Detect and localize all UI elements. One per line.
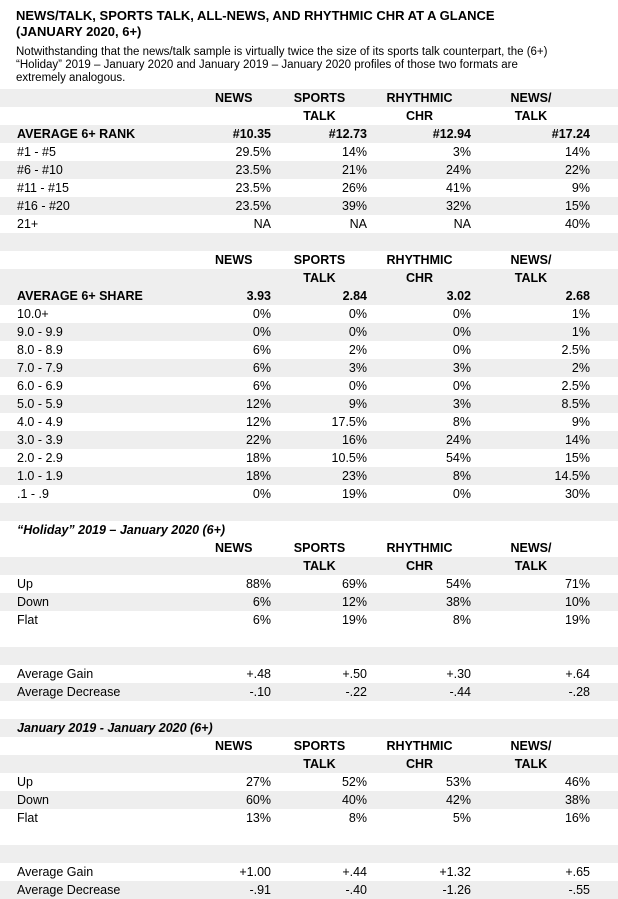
spacer-row — [0, 629, 618, 647]
table-row — [0, 431, 618, 449]
row-label: 10.0+ — [17, 307, 49, 321]
cell-value: CHR — [368, 269, 472, 287]
cell-value: +.65 — [565, 865, 590, 879]
cell-value: 32% — [368, 197, 472, 215]
table-row — [0, 323, 618, 341]
row-label — [0, 845, 199, 863]
table-row — [0, 665, 618, 683]
row-label: 4.0 - 4.9 — [17, 415, 63, 429]
cell-value: 2% — [348, 343, 367, 357]
cell-value: 0% — [252, 307, 271, 321]
table-row — [0, 683, 618, 701]
cell-value: 3% — [368, 395, 472, 413]
cell-value: 52% — [341, 775, 367, 789]
cell-value: NEWS/ — [510, 541, 552, 555]
cell-value: 30% — [564, 487, 590, 501]
cell-value: +.48 — [246, 667, 271, 681]
cell-value: 0% — [272, 323, 368, 341]
cell-value: 19% — [341, 613, 367, 627]
cell-value: 10.5% — [331, 451, 367, 465]
cell-value — [472, 521, 618, 539]
cell-value — [472, 647, 618, 665]
cell-value: NEWS/ — [472, 89, 618, 107]
row-label — [0, 755, 199, 773]
cell-value — [272, 629, 368, 647]
cell-value — [368, 845, 472, 863]
cell-value — [199, 107, 272, 125]
cell-value: -.91 — [199, 881, 272, 899]
table-row — [0, 467, 618, 485]
cell-value: 12% — [245, 415, 271, 429]
table-row — [0, 305, 618, 323]
column-header-row — [0, 251, 618, 269]
cell-value: NEWS — [199, 89, 272, 107]
cell-value: 2.84 — [272, 287, 368, 305]
cell-value — [199, 647, 272, 665]
cell-value: SPORTS — [293, 739, 346, 753]
cell-value: 46% — [564, 775, 590, 789]
cell-value: 2.68 — [472, 287, 618, 305]
column-header-row — [0, 539, 618, 557]
cell-value — [368, 701, 472, 719]
cell-value — [272, 845, 368, 863]
cell-value: 40% — [272, 791, 368, 809]
cell-value: 26% — [341, 181, 367, 195]
cell-value: 22% — [472, 161, 618, 179]
row-label: 3.0 - 3.9 — [0, 431, 199, 449]
column-header-row — [0, 107, 618, 125]
row-label — [0, 269, 199, 287]
column-header-row — [0, 755, 618, 773]
cell-value — [272, 521, 368, 539]
spacer-row — [0, 647, 618, 665]
cell-value: 12% — [272, 593, 368, 611]
cell-value: 6% — [199, 359, 272, 377]
row-label: Average Gain — [17, 667, 94, 681]
column-header-row — [0, 89, 618, 107]
cell-value — [472, 503, 618, 521]
cell-value: RHYTHMIC — [386, 541, 453, 555]
row-label — [0, 557, 199, 575]
cell-value — [199, 827, 272, 845]
cell-value — [472, 233, 618, 251]
row-label: 7.0 - 7.9 — [0, 359, 199, 377]
cell-value: 6% — [252, 343, 271, 357]
table-row — [0, 485, 618, 503]
cell-value: +.64 — [565, 667, 590, 681]
row-label: Flat — [17, 811, 38, 825]
cell-value: 54% — [445, 451, 471, 465]
row-label: 1.0 - 1.9 — [0, 467, 199, 485]
cell-value: 21% — [272, 161, 368, 179]
row-label — [0, 539, 199, 557]
cell-value: 23% — [272, 467, 368, 485]
row-label — [0, 251, 199, 269]
row-label: 9.0 - 9.9 — [0, 323, 199, 341]
table-row — [0, 881, 618, 899]
cell-value: 38% — [472, 791, 618, 809]
cell-value: +1.32 — [439, 865, 471, 879]
cell-value — [368, 719, 472, 737]
cell-value: +.30 — [446, 667, 471, 681]
table-row — [0, 395, 618, 413]
cell-value — [272, 719, 368, 737]
row-label — [0, 701, 199, 719]
row-label: “Holiday” 2019 – January 2020 (6+) — [17, 523, 226, 537]
cell-value: TALK — [303, 109, 336, 123]
cell-value: 8% — [368, 467, 472, 485]
cell-value: +1.00 — [239, 865, 271, 879]
table-row — [0, 791, 618, 809]
row-label: 6.0 - 6.9 — [17, 379, 63, 393]
cell-value: RHYTHMIC — [386, 739, 453, 753]
cell-value: 8% — [348, 811, 367, 825]
row-label: 2.0 - 2.9 — [17, 451, 63, 465]
row-label: #16 - #20 — [0, 197, 199, 215]
section-heading-row — [0, 719, 618, 737]
cell-value — [272, 503, 368, 521]
row-label: Average Decrease — [0, 881, 199, 899]
table-row — [0, 773, 618, 791]
row-label: #11 - #15 — [17, 181, 69, 195]
cell-value — [272, 233, 368, 251]
cell-value: TALK — [272, 269, 368, 287]
spacer-row — [0, 827, 618, 845]
cell-value: 71% — [564, 577, 590, 591]
cell-value: 0% — [368, 323, 472, 341]
cell-value: 9% — [272, 395, 368, 413]
cell-value: 6% — [199, 593, 272, 611]
cell-value: 9% — [571, 415, 590, 429]
cell-value: 8% — [452, 613, 471, 627]
table-row — [0, 161, 618, 179]
cell-value: TALK — [472, 269, 618, 287]
cell-value: 23.5% — [199, 161, 272, 179]
cell-value — [472, 845, 618, 863]
spacer-row — [0, 503, 618, 521]
table-row — [0, 341, 618, 359]
cell-value: 0% — [348, 379, 367, 393]
row-label — [0, 629, 199, 647]
cell-value: NA — [349, 217, 367, 231]
cell-value: SPORTS — [272, 89, 368, 107]
row-label: AVERAGE 6+ RANK — [0, 125, 199, 143]
cell-value: 1% — [472, 323, 618, 341]
row-label: Up — [17, 577, 33, 591]
cell-value — [199, 845, 272, 863]
cell-value: -.55 — [472, 881, 618, 899]
row-label — [0, 503, 199, 521]
cell-value: 14% — [472, 431, 618, 449]
cell-value: SPORTS — [293, 541, 346, 555]
cell-value: 40% — [564, 217, 590, 231]
cell-value: 8.5% — [472, 395, 618, 413]
cell-value: CHR — [368, 755, 472, 773]
table-row — [0, 809, 618, 827]
cell-value — [199, 701, 272, 719]
row-label — [0, 233, 199, 251]
row-label: 8.0 - 8.9 — [17, 343, 63, 357]
cell-value: SPORTS — [293, 253, 346, 267]
cell-value: CHR — [405, 109, 434, 123]
cell-value: 39% — [272, 197, 368, 215]
cell-value: TALK — [272, 557, 368, 575]
cell-value — [472, 719, 618, 737]
cell-value: 29.5% — [235, 145, 271, 159]
cell-value: #12.94 — [368, 125, 472, 143]
table-row — [0, 593, 618, 611]
section-heading-row — [0, 521, 618, 539]
cell-value: 15% — [472, 197, 618, 215]
cell-value: RHYTHMIC — [386, 253, 453, 267]
cell-value: 60% — [199, 791, 272, 809]
cell-value — [368, 827, 472, 845]
cell-value — [272, 701, 368, 719]
cell-value: NEWS — [215, 541, 253, 555]
cell-value: 0% — [348, 307, 367, 321]
spacer-row — [0, 233, 618, 251]
row-label: #6 - #10 — [0, 161, 199, 179]
cell-value: TALK — [514, 109, 548, 123]
cell-value: -.28 — [472, 683, 618, 701]
cell-value: CHR — [368, 557, 472, 575]
cell-value: 0% — [252, 487, 271, 501]
row-label: January 2019 - January 2020 (6+) — [0, 719, 199, 737]
cell-value: TALK — [472, 755, 618, 773]
row-label: Flat — [17, 613, 38, 627]
cell-value: -.22 — [272, 683, 368, 701]
cell-value: 13% — [245, 811, 271, 825]
cell-value: NA — [253, 217, 271, 231]
row-label — [0, 737, 199, 755]
table-row — [0, 359, 618, 377]
row-label: Average Decrease — [0, 683, 199, 701]
cell-value: 22% — [199, 431, 272, 449]
cell-value: 2% — [472, 359, 618, 377]
row-label: Down — [0, 791, 199, 809]
cell-value: #10.35 — [199, 125, 272, 143]
cell-value: 16% — [272, 431, 368, 449]
cell-value: +.44 — [342, 865, 367, 879]
cell-value: 2.5% — [561, 343, 590, 357]
row-label: Up — [17, 775, 33, 789]
row-label — [0, 107, 199, 125]
cell-value: 10% — [472, 593, 618, 611]
cell-value: 9% — [571, 181, 590, 195]
cell-value: 14% — [341, 145, 367, 159]
column-header-row — [0, 269, 618, 287]
cell-value: 14% — [564, 145, 590, 159]
table-row — [0, 863, 618, 881]
cell-value — [199, 269, 272, 287]
table-row — [0, 575, 618, 593]
column-header-row — [0, 737, 618, 755]
cell-value: NEWS — [215, 739, 253, 753]
cell-value: 69% — [341, 577, 367, 591]
cell-value — [472, 629, 618, 647]
cell-value — [472, 827, 618, 845]
cell-value: 12% — [199, 395, 272, 413]
row-label — [0, 89, 199, 107]
cell-value — [368, 521, 472, 539]
cell-value: 24% — [368, 431, 472, 449]
cell-value: 23.5% — [199, 197, 272, 215]
cell-value — [199, 557, 272, 575]
cell-value: 5% — [452, 811, 471, 825]
table-row — [0, 215, 618, 233]
cell-value: 27% — [245, 775, 271, 789]
cell-value — [272, 647, 368, 665]
spacer-row — [0, 845, 618, 863]
cell-value: 24% — [368, 161, 472, 179]
table-row — [0, 143, 618, 161]
cell-value — [368, 503, 472, 521]
row-label: 21+ — [17, 217, 39, 231]
cell-value: 18% — [199, 467, 272, 485]
document-title: NEWS/TALK, SPORTS TALK, ALL-NEWS, AND RHYTHMIC CHR AT A GLANCE (JANUARY 2020, 6+) — [16, 8, 495, 39]
cell-value: TALK — [472, 557, 618, 575]
cell-value — [199, 503, 272, 521]
cell-value — [472, 701, 618, 719]
cell-value: NEWS/ — [510, 253, 552, 267]
cell-value: +.50 — [342, 667, 367, 681]
table-row — [0, 377, 618, 395]
cell-value: 3% — [368, 359, 472, 377]
cell-value: 0% — [199, 323, 272, 341]
cell-value: #17.24 — [472, 125, 618, 143]
cell-value: -.44 — [368, 683, 472, 701]
cell-value: 14.5% — [472, 467, 618, 485]
row-label: #1 - #5 — [17, 145, 56, 159]
table-row — [0, 413, 618, 431]
cell-value: 3.02 — [368, 287, 472, 305]
row-label — [0, 827, 199, 845]
cell-value: 53% — [445, 775, 471, 789]
cell-value: 15% — [564, 451, 590, 465]
summary-row — [0, 287, 618, 305]
cell-value: TALK — [272, 755, 368, 773]
cell-value: 17.5% — [331, 415, 367, 429]
cell-value: 6% — [252, 379, 271, 393]
cell-value: 23.5% — [235, 181, 271, 195]
cell-value: 0% — [452, 307, 471, 321]
cell-value: 0% — [452, 487, 471, 501]
cell-value: 16% — [564, 811, 590, 825]
spacer-row — [0, 701, 618, 719]
column-header-row — [0, 557, 618, 575]
table-row — [0, 179, 618, 197]
cell-value: 54% — [445, 577, 471, 591]
summary-row — [0, 125, 618, 143]
row-label: .1 - .9 — [17, 487, 49, 501]
cell-value — [199, 755, 272, 773]
cell-value: 0% — [452, 343, 471, 357]
cell-value: -1.26 — [368, 881, 472, 899]
cell-value: 3% — [452, 145, 471, 159]
row-label — [0, 647, 199, 665]
cell-value: 41% — [445, 181, 471, 195]
cell-value: 3.93 — [199, 287, 272, 305]
row-label: AVERAGE 6+ SHARE — [0, 287, 199, 305]
table-row — [0, 197, 618, 215]
cell-value — [368, 629, 472, 647]
cell-value — [199, 233, 272, 251]
cell-value: 3% — [272, 359, 368, 377]
cell-value: -.40 — [272, 881, 368, 899]
cell-value: NEWS/ — [510, 739, 552, 753]
cell-value — [199, 629, 272, 647]
cell-value: RHYTHMIC — [368, 89, 472, 107]
cell-value — [368, 233, 472, 251]
row-label: Average Gain — [17, 865, 94, 879]
cell-value: 18% — [245, 451, 271, 465]
table-row — [0, 611, 618, 629]
cell-value: 2.5% — [561, 379, 590, 393]
cell-value: 0% — [452, 379, 471, 393]
intro-paragraph: Notwithstanding that the news/talk sample is virtually twice the size of its sports talk counterpart, the (6+) “Holiday” 2019 – January 2020 and January 2019 – January 2020 profiles of those two formats are extremely analogous. — [16, 46, 548, 84]
stats-table — [0, 89, 618, 899]
cell-value: NA — [453, 217, 471, 231]
cell-value: 6% — [252, 613, 271, 627]
cell-value: 8% — [452, 415, 471, 429]
cell-value — [272, 827, 368, 845]
row-label: 5.0 - 5.9 — [0, 395, 199, 413]
cell-value: 19% — [564, 613, 590, 627]
cell-value: 42% — [368, 791, 472, 809]
cell-value: 38% — [368, 593, 472, 611]
cell-value: NEWS — [215, 253, 253, 267]
cell-value: 19% — [341, 487, 367, 501]
cell-value: -.10 — [199, 683, 272, 701]
stats-table-body — [0, 89, 618, 899]
cell-value: #12.73 — [272, 125, 368, 143]
cell-value — [368, 647, 472, 665]
row-label: Down — [0, 593, 199, 611]
cell-value: 1% — [571, 307, 590, 321]
table-row — [0, 449, 618, 467]
cell-value: 88% — [245, 577, 271, 591]
